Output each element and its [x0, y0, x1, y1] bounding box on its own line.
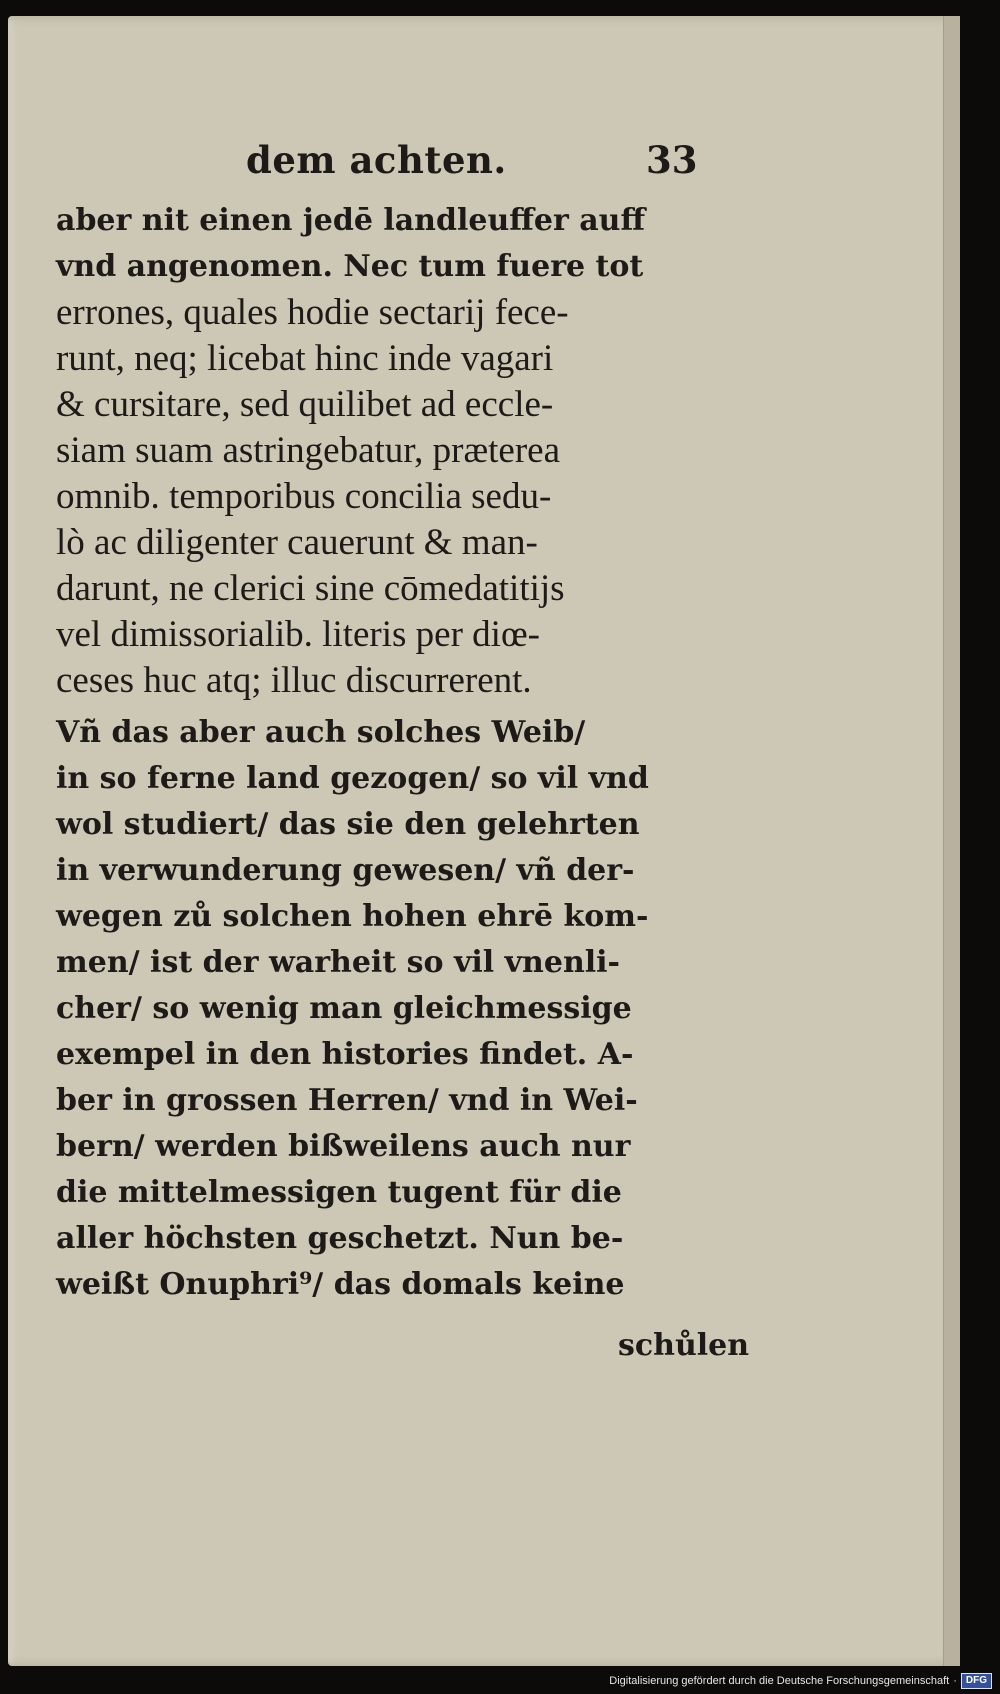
text-line: wegen zů solchen hohen ehrē kom-: [56, 899, 649, 934]
text-line: exempel in den histories findet. A-: [56, 1037, 634, 1072]
text-line: Vñ das aber auch solches Weib/: [56, 715, 586, 750]
text-line: errones, quales hodie sectarij fece-: [56, 292, 569, 333]
text-line: ber in grossen Herren/ vnd in Wei-: [56, 1083, 638, 1118]
text-line: & cursitare, sed quilibet ad eccle-: [56, 384, 554, 425]
text-block: [56, 138, 706, 1308]
text-line: die mittelmessigen tugent für die: [56, 1175, 622, 1210]
catchword: schůlen: [618, 1328, 750, 1363]
text-line: in so ferne land gezogen/ so vil vnd: [56, 761, 649, 796]
running-head: dem achten.: [246, 138, 507, 182]
text-line: darunt, ne clerici sine cōmedatitijs: [56, 568, 565, 609]
dfg-logo: DFG: [961, 1673, 992, 1689]
text-line: omnib. temporibus concilia sedu-: [56, 476, 552, 517]
text-line: in verwunderung gewesen/ vñ der-: [56, 853, 635, 888]
digitization-footer: Digitalisierung gefördert durch die Deutsche Forschungsgemeinschaft · DFG: [609, 1672, 992, 1690]
text-line: vel dimissorialib. literis per diœ-: [56, 614, 540, 655]
text-line: aber nit einen jedē landleuffer auff: [56, 203, 646, 238]
text-line: aller höchsten geschetzt. Nun be-: [56, 1221, 624, 1256]
text-line: ceses huc atq; illuc discurrerent.: [56, 660, 532, 701]
text-line: lò ac diligenter cauerunt & man-: [56, 522, 538, 563]
text-line: wol studiert/ das sie den gelehrten: [56, 807, 640, 842]
page-number: 33: [646, 138, 698, 182]
text-line: vnd angenomen. Nec tum fuere tot: [56, 249, 644, 284]
text-line: runt, neq; licebat hinc inde vagari: [56, 338, 554, 379]
text-line: siam suam astringebatur, præterea: [56, 430, 561, 471]
book-page: [8, 16, 960, 1666]
page-header: [56, 138, 706, 198]
text-line: men/ ist der warheit so vil vnenli-: [56, 945, 621, 980]
text-line: bern/ werden bißweilens auch nur: [56, 1129, 631, 1164]
text-line: weißt Onuphri⁹/ das domals keine: [56, 1267, 625, 1302]
funding-credit: Digitalisierung gefördert durch die Deutsche Forschungsgemeinschaft: [609, 1675, 950, 1687]
text-line: cher/ so wenig man gleichmessige: [56, 991, 632, 1026]
page-edge: [943, 16, 960, 1666]
